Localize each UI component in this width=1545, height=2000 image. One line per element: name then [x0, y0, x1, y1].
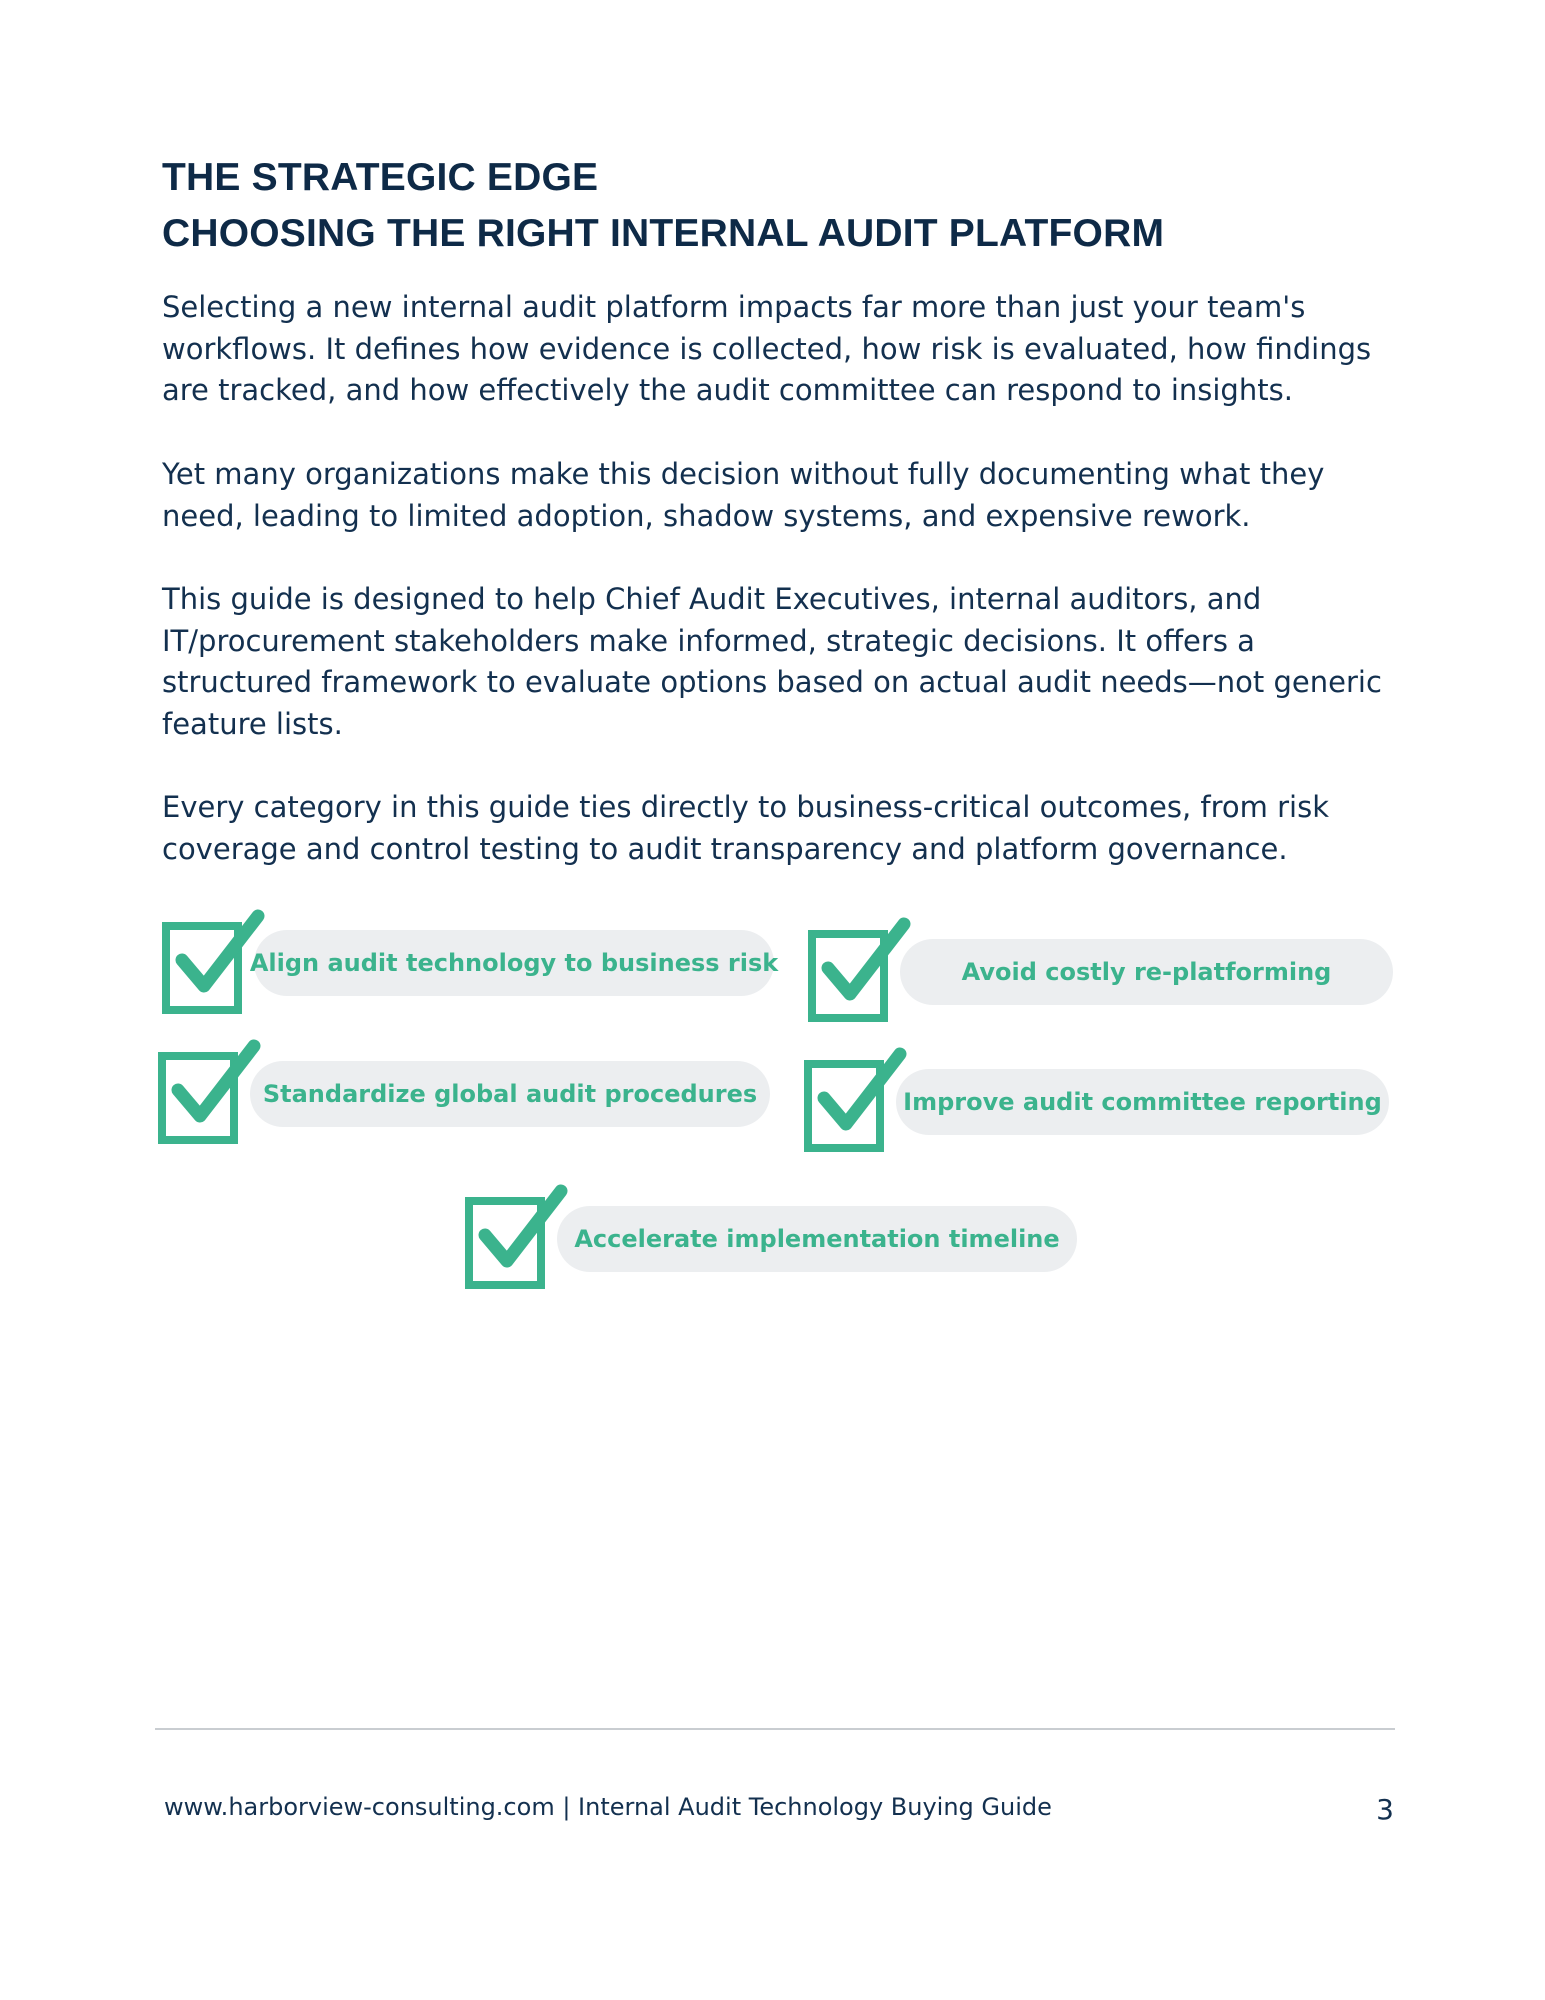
benefit-label: Standardize global audit procedures: [250, 1061, 770, 1127]
benefit-item: [804, 1046, 1394, 1154]
benefit-item: [158, 1038, 778, 1146]
intro-paragraph: Selecting a new internal audit platform impacts far more than just your team's workflows. It defines how evidence is collected, how risk is evaluated, how findings are tracked, and how effectively the audit committee can respond to insights.: [162, 290, 1372, 407]
checkbox-checked-icon: [465, 1183, 569, 1291]
benefit-label: Avoid costly re-platforming: [900, 939, 1393, 1005]
checkbox-checked-icon: [808, 916, 912, 1024]
benefit-label: Accelerate implementation timeline: [557, 1206, 1077, 1272]
page-title: [162, 150, 1164, 262]
outcomes-paragraph: Every category in this guide ties directly to business-critical outcomes, from risk coverage and control testing to audit transparency and platform governance.: [162, 790, 1329, 866]
benefit-item: [465, 1183, 1085, 1291]
title-line-2: CHOOSING THE RIGHT INTERNAL AUDIT PLATFORM: [162, 212, 1165, 255]
checkbox-checked-icon: [804, 1046, 908, 1154]
benefit-item: [808, 916, 1398, 1024]
footer-divider: [155, 1728, 1395, 1730]
title-line-1: THE STRATEGIC EDGE: [162, 156, 599, 199]
purpose-paragraph: This guide is designed to help Chief Audit Executives, internal auditors, and IT/procurement stakeholders make informed, strategic decisions. It offers a structured framework to evaluate options based on actual audit needs—not generic feature lists.: [162, 582, 1382, 741]
benefit-label: Align audit technology to business risk: [254, 930, 774, 996]
problem-paragraph: Yet many organizations make this decision without fully documenting what they need, leading to limited adoption, shadow systems, and expensive rework.: [162, 457, 1325, 533]
checkbox-checked-icon: [158, 1038, 262, 1146]
page-number: 3: [1376, 1793, 1394, 1826]
benefit-label: Improve audit committee reporting: [896, 1069, 1389, 1135]
footer-text: www.harborview-consulting.com | Internal Audit Technology Buying Guide: [164, 1793, 1052, 1821]
benefit-item: [162, 908, 782, 1016]
